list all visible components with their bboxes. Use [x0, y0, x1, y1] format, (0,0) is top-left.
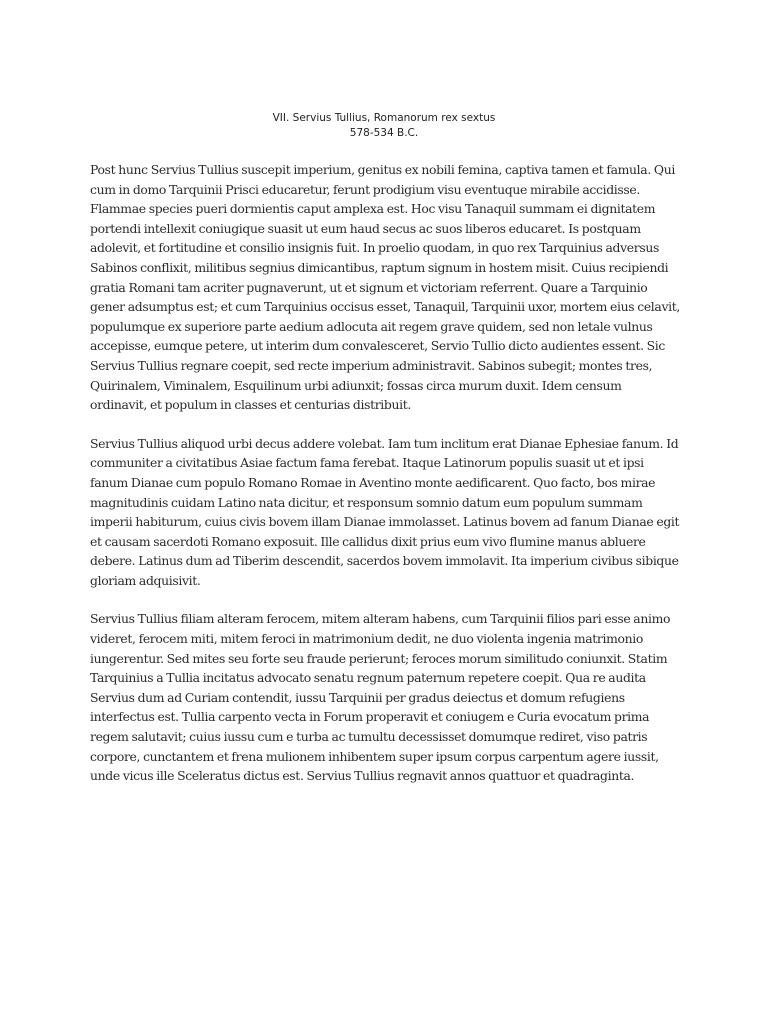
chapter-heading [0, 111, 768, 141]
document-body [90, 160, 680, 805]
chapter-dates: 578-534 B.C. [349, 127, 419, 139]
chapter-title: VII. Servius Tullius, Romanorum rex sextus [272, 112, 496, 124]
paragraph: Post hunc Servius Tullius suscepit imperium, genitus ex nobili femina, captiva tamen et famula. Qui cum in domo Tarquinii Prisci educaretur, ferunt prodigium visu eventuque mirabile accidisse. Flammae species pueri dormientis caput amplexa est. Hoc visu Tanaquil summam ei dignitatem portendi intellexit coniugique suasit ut eum haud secus ac suos liberos educaret. Is postquam adolevit, et fortitudine et consilio insignis fuit. In proelio quodam, in quo rex Tarquinius adversus Sabinos conflixit, militibus segnius dimicantibus, raptum signum in hostem misit. Cuius recipiendi gratia Romani tam acriter pugnaverunt, ut et signum et victoriam referrent. Quare a Tarquinio gener adsumptus est; et cum Tarquinius occisus esset, Tanaquil, Tarquinii uxor, mortem eius celavit, populumque ex superiore parte aedium adlocuta ait regem grave quidem, sed non letale vulnus accepisse, eumque petere, ut interim dum convalesceret, Servio Tullio dicto audientes essent. Sic Servius Tullius regnare coepit, sed recte imperium administravit. Sabinos subegit; montes tres, Quirinalem, Viminalem, Esquilinum urbi adiunxit; fossas circa murum duxit. Idem censum ordinavit, et populum in classes et centurias distribuit. [90, 162, 680, 413]
paragraph: Servius Tullius filiam alteram ferocem, mitem alteram habens, cum Tarquinii filios pari esse animo videret, ferocem miti, mitem feroci in matrimonium dedit, ne duo violenta ingenia matrimonio iungerentur. Sed mites seu forte seu fraude perierunt; feroces morum similitudo coniunxit. Statim Tarquinius a Tullia incitatus advocato senatu regnum paternum repetere coepit. Qua re audita Servius dum ad Curiam contendit, iussu Tarquinii per gradus deiectus et domum refugiens interfectus est. Tullia carpento vecta in Forum properavit et coniugem e Curia evocatum prima regem salutavit; cuius iussu cum e turba ac tumultu decessisset domumque rediret, viso patris corpore, cunctantem et frena mulionem inhibentem super ipsum corpus carpentum agere iussit, unde vicus ille Sceleratus dictus est. Servius Tullius regnavit annos quattuor et quadraginta. [90, 611, 671, 784]
paragraph: Servius Tullius aliquod urbi decus addere volebat. Iam tum inclitum erat Dianae Ephesiae fanum. Id communiter a civitatibus Asiae factum fama ferebat. Itaque Latinorum populis suasit ut et ipsi fanum Dianae cum populo Romano Romae in Aventino monte aedificarent. Quo facto, bos mirae magnitudinis cuidam Latino nata dicitur, et responsum somnio datum eum populum summam imperii habiturum, cuius civis bovem illam Dianae immolasset. Latinus bovem ad fanum Dianae egit et causam sacerdoti Romano exposuit. Ille callidus dixit prius eum vivo flumine manus abluere debere. Latinus dum ad Tiberim descendit, sacerdos bovem immolavit. Ita imperium civibus sibique gloriam adquisivit. [90, 435, 680, 588]
